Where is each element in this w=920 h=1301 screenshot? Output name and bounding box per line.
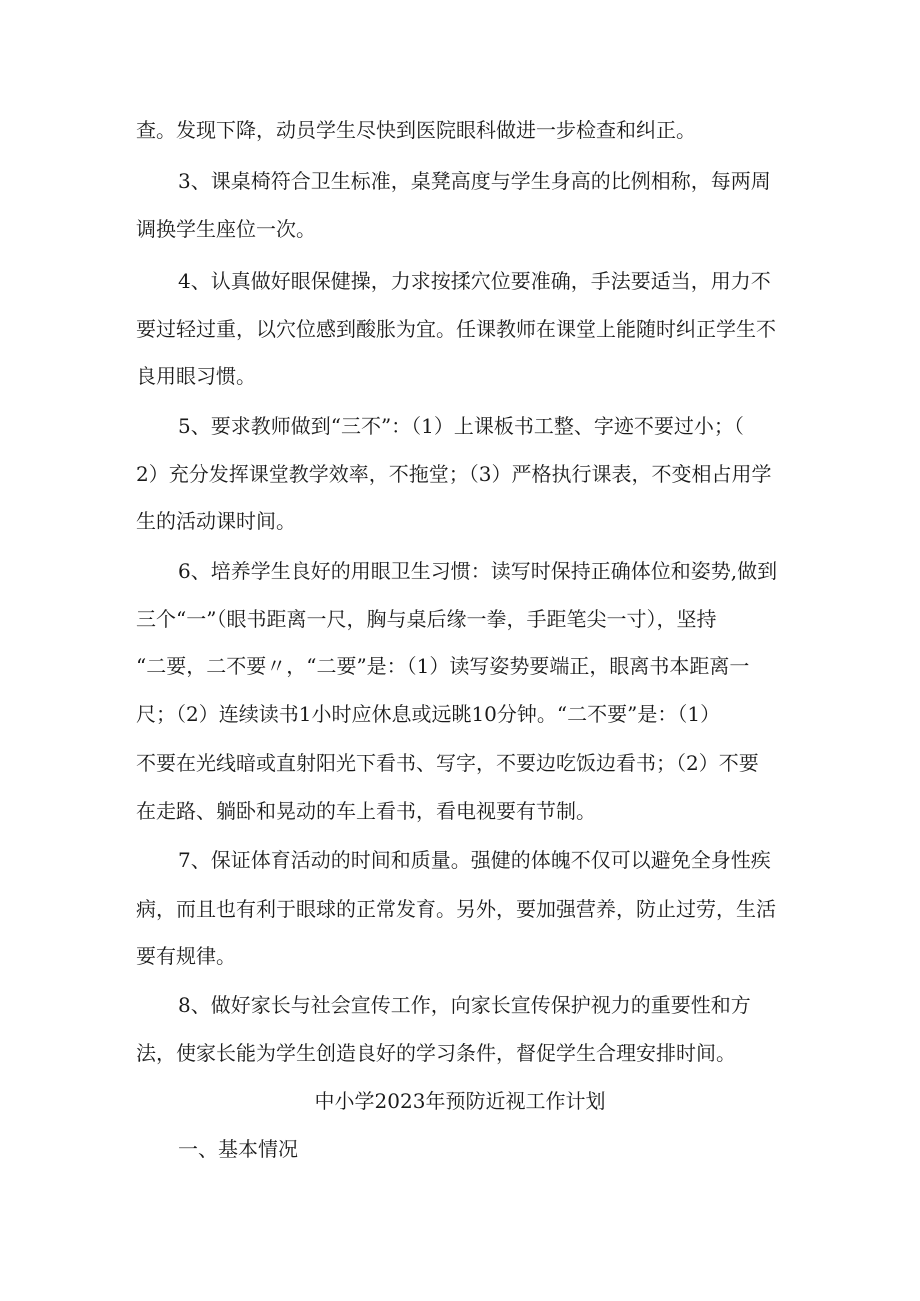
paragraph-line: 5、要求教师做到“三不”：（1）上课板书工整、字迹不要过小；（ — [178, 414, 744, 438]
paragraph-line: 查。发现下降，动员学生尽快到医院眼科做进一步检查和纠正。 — [136, 118, 696, 142]
document-title: 中小学2023年预防近视工作计划 — [314, 1089, 606, 1113]
paragraph-line: 3、课桌椅符合卫生标准，桌凳高度与学生身高的比例相称，每两周 — [178, 169, 771, 193]
paragraph-line: 要有规律。 — [136, 944, 236, 968]
paragraph-line: 生的活动课时间。 — [136, 509, 296, 533]
section-heading: 一、基本情况 — [178, 1137, 298, 1161]
paragraph-line: 尺；（2）连续读书1小时应休息或远眺10分钟。“二不要”是：（1） — [136, 702, 721, 726]
paragraph-line: 不要在光线暗或直射阳光下看书、写字，不要边吃饭边看书；（2）不要 — [136, 751, 759, 775]
paragraph-line: 8、做好家长与社会宣传工作，向家长宣传保护视力的重要性和方 — [178, 993, 751, 1017]
paragraph-line: 良用眼习惯。 — [136, 364, 256, 388]
paragraph-line: 要过轻过重，以穴位感到酸胀为宜。任课教师在课堂上能随时纠正学生不 — [136, 317, 776, 341]
paragraph-line: 法，使家长能为学生创造良好的学习条件，督促学生合理安排时间。 — [136, 1041, 736, 1065]
paragraph-line: 7、保证体育活动的时间和质量。强健的体魄不仅可以避免全身性疾 — [178, 848, 771, 872]
paragraph-line: 2）充分发挥课堂教学效率，不拖堂；（3）严格执行课表，不变相占用学 — [136, 462, 772, 486]
paragraph-line: 三个“一”（眼书距离一尺，胸与桌后缘一拳，手距笔尖一寸），坚持 — [136, 607, 717, 631]
paragraph-line: “二要，二不要〃，“二要”是：（1）读写姿势要端正，眼离书本距离一 — [136, 654, 750, 678]
paragraph-line: 在走路、躺卧和晃动的车上看书，看电视要有节制。 — [136, 799, 596, 823]
paragraph-line: 调换学生座位一次。 — [136, 217, 316, 241]
paragraph-line: 6、培养学生良好的用眼卫生习惯：读写时保持正确体位和姿势,做到 — [178, 559, 778, 583]
paragraph-line: 4、认真做好眼保健操，力求按揉穴位要准确，手法要适当，用力不 — [178, 269, 771, 293]
paragraph-line: 病，而且也有利于眼球的正常发育。另外，要加强营养，防止过劳，生活 — [136, 897, 776, 921]
